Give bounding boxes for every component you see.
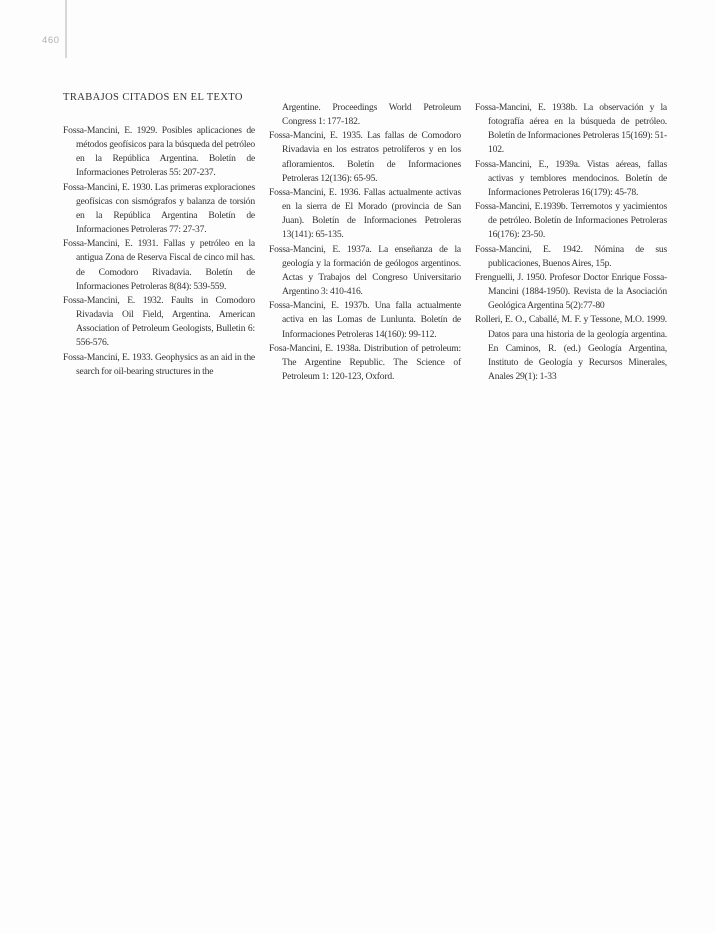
bibliography-entry: Rolleri, E. O., Caballé, M. F. y Tessone, M.O. 1999. Datos para una historia de la geología argentina. En Caminos, R. (ed.) Geología Argentina, Instituto de Geología y Recursos Minerales, Anales 29(1): 1-33: [475, 314, 667, 382]
bibliography-entry: Fossa-Mancini, E., 1939a. Vistas aéreas, fallas activas y temblores mendocinos. Boletín de Informaciones Petroleras 16(179): 45-78.: [475, 158, 667, 198]
column-entries: [269, 101, 461, 384]
bibliography-column-2: [269, 92, 461, 384]
bibliography-entry: Fossa-Mancini, E. 1929. Posibles aplicaciones de métodos geofísicos para la búsqueda del petróleo en la República Argentina. Boletín de Informaciones Petroleras 55: 207-237.: [63, 125, 255, 179]
bibliography-entry: Fossa-Mancini, E. 1938b. La observación y la fotografía aérea en la búsqueda de petróleo. Boletín de Informaciones Petroleras 15(169): 51-102.: [475, 102, 667, 156]
bibliography-entry: Fossa-Mancini, E. 1931. Fallas y petróleo en la antigua Zona de Reserva Fiscal de cinco mil has. de Comodoro Rivadavia. Boletín de Informaciones Petroleras 8(84): 539-559.: [63, 238, 255, 292]
column-entries: [63, 124, 255, 379]
bibliography-entry: Fossa-Mancini, E.1939b. Terremotos y yacimientos de petróleo. Boletín de Informaciones Petroleras 16(176): 23-50.: [475, 201, 667, 241]
bibliography-entry: Fossa-Mancini, E. 1942. Nómina de sus publicaciones, Buenos Aires, 15p.: [475, 243, 667, 269]
bibliography-entry: Fossa-Mancini, E. 1937b. Una falla actualmente activa en las Lomas de Lunlunta. Boletín de Informaciones Petroleras 14(160): 99-112.: [269, 300, 461, 340]
bibliography-entry: Fossa-Mancini, E. 1930. Las primeras exploraciones geofísicas con sismógrafos y balanza de torsión en la República Argentina Boletín de Informaciones Petroleras 77: 27-37.: [63, 181, 255, 236]
bibliography-entry: Fossa-Mancini, E. 1937a. La enseñanza de la geología y la formación de geólogos argentinos. Actas y Trabajos del Congreso Universitario Argentino 3: 410-416.: [269, 243, 461, 298]
bibliography: [63, 92, 669, 384]
bibliography-entry: Fossa-Mancini, E. 1935. Las fallas de Comodoro Rivadavia en los estratos petrolíferos y en los afloramientos. Boletín de Informaciones Petroleras 12(136): 65-95.: [269, 130, 461, 184]
bibliography-column-1: [63, 92, 255, 384]
section-heading: TRABAJOS CITADOS EN EL TEXTO: [63, 92, 243, 103]
bibliography-entry: Argentine. Proceedings World Petroleum Congress 1: 177-182.: [282, 102, 461, 128]
column-entries: [475, 101, 667, 384]
bibliography-entry: Fosa-Mancini, E. 1938a. Distribution of petroleum: The Argentine Republic. The Science of Petroleum 1: 120-123, Oxford.: [269, 342, 461, 382]
bibliography-entry: Fossa-Mancini, E. 1933. Geophysics as an aid in the search for oil-bearing structures in the: [63, 351, 255, 377]
bibliography-column-3: [475, 92, 667, 384]
margin-rule: [65, 0, 67, 58]
page-number: 460: [42, 35, 60, 46]
bibliography-entry: Fossa-Mancini, E. 1932. Faults in Comodoro Rivadavia Oil Field, Argentina. American Association of Petroleum Geologists, Bulletin 6: 556-576.: [63, 294, 255, 349]
bibliography-entry: Frenguelli, J. 1950. Profesor Doctor Enrique Fossa-Mancini (1884-1950). Revista de la Asociación Geológica Argentina 5(2):77-80: [475, 271, 667, 312]
bibliography-entry: Fossa-Mancini, E. 1936. Fallas actualmente activas en la sierra de El Morado (provincia de San Juan). Boletín de Informaciones Petroleras 13(141): 65-135.: [269, 186, 461, 241]
